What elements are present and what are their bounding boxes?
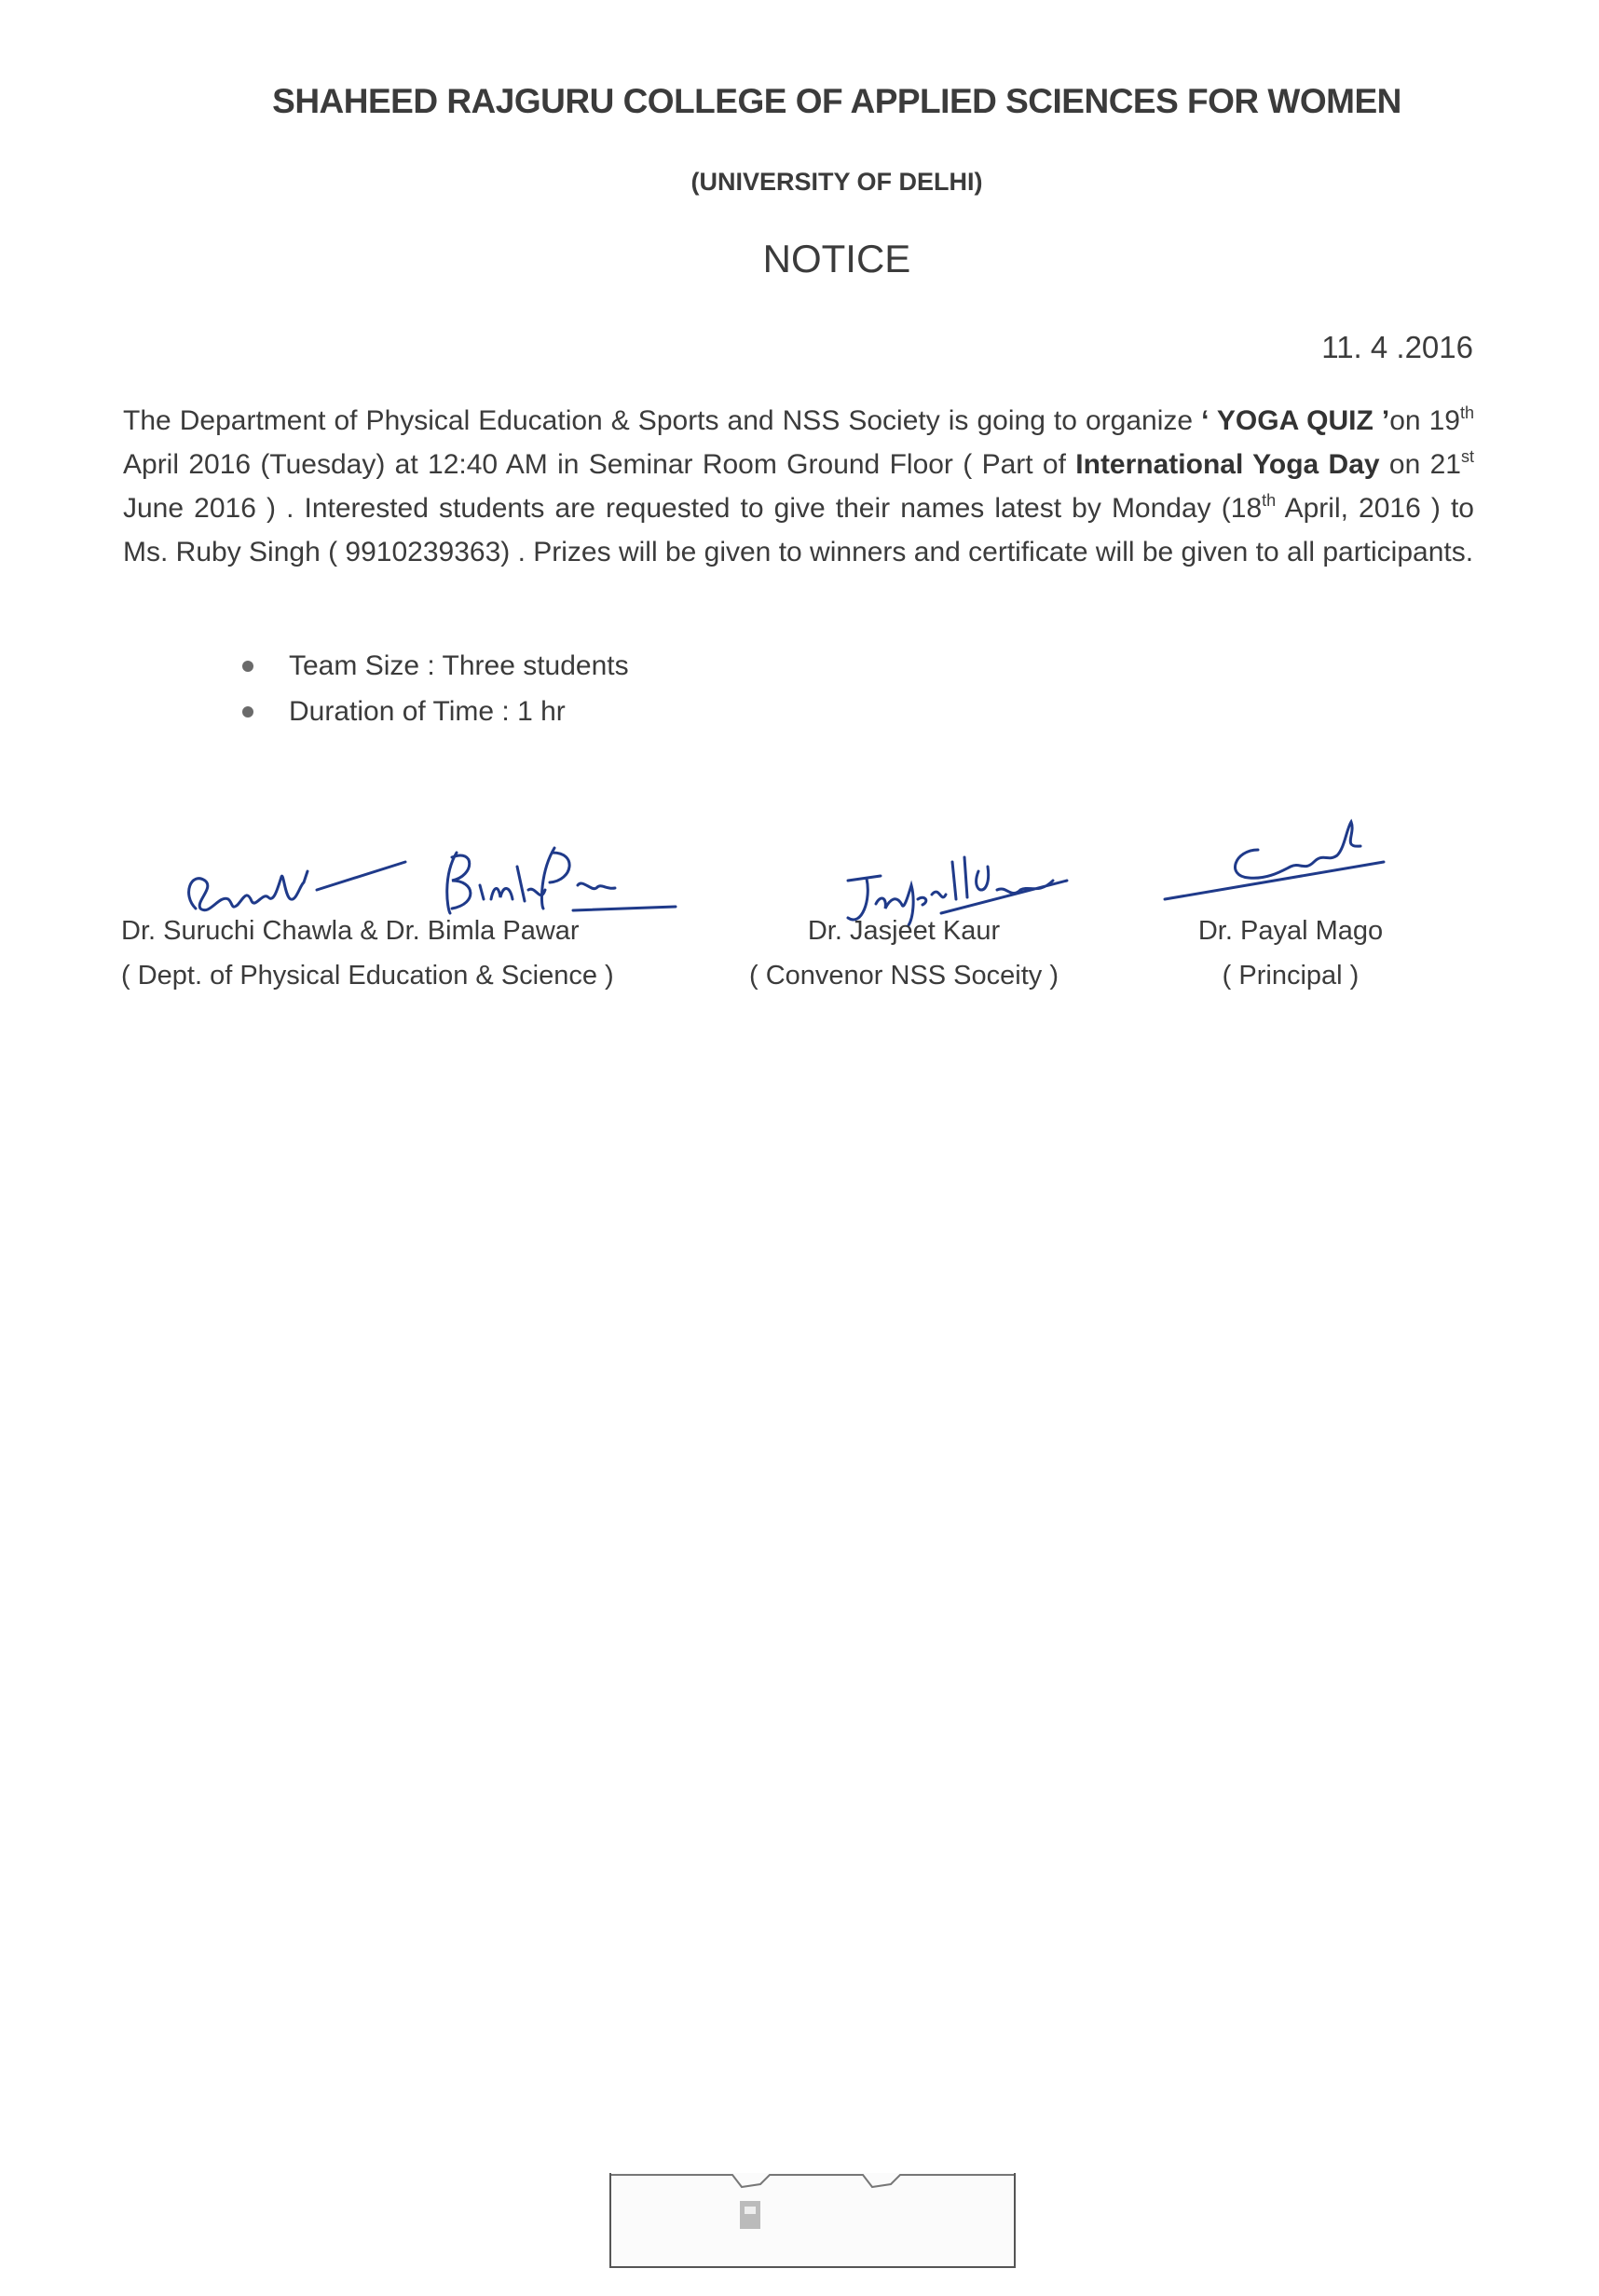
body-segment: on 19	[1389, 405, 1460, 436]
bullet-icon	[242, 706, 253, 718]
scanner-footer-slot	[609, 2173, 1016, 2268]
signatory-principal	[1165, 909, 1416, 998]
scanner-artifact-icon	[611, 2173, 1014, 2266]
university-name: (UNIVERSITY OF DELHI)	[690, 168, 983, 196]
body-segment: April 2016 (Tuesday) at 12:40 AM in Seminar Room Ground Floor ( Part of	[123, 449, 1076, 480]
details-list	[242, 643, 629, 734]
signatory-role: ( Convenor NSS Soceity )	[748, 961, 1059, 991]
quiz-name: ‘ YOGA QUIZ ’	[1201, 405, 1390, 436]
body-segment: April, 2016 ) to Ms. Ruby Singh ( 9910239363) . Prizes will be given to winners and certificate will be given to all participants.	[123, 493, 1474, 567]
notice-body	[123, 399, 1474, 574]
list-item-text: Team Size : Three students	[289, 650, 629, 681]
signature-payal-mago	[1160, 811, 1393, 909]
signatory-nss	[736, 909, 1072, 998]
ordinal-suffix: th	[1459, 403, 1474, 422]
list-item	[242, 643, 629, 689]
list-item-text: Duration of Time : 1 hr	[289, 696, 566, 727]
college-name: SHAHEED RAJGURU COLLEGE OF APPLIED SCIENCES FOR WOMEN	[272, 82, 1401, 120]
body-segment: on 21	[1379, 449, 1461, 480]
signatory-physical-education	[121, 909, 652, 998]
notice-title: NOTICE	[762, 237, 911, 280]
event-name: International Yoga Day	[1075, 449, 1380, 480]
ordinal-suffix: st	[1460, 447, 1474, 466]
signatory-name: Dr. Jasjeet Kaur	[807, 916, 1001, 946]
bullet-icon	[242, 661, 253, 672]
signatory-role: ( Principal )	[1222, 961, 1360, 991]
body-segment: June 2016 ) . Interested students are requested to give their names latest by Monday (18	[123, 493, 1263, 524]
notice-date: 11. 4 .2016	[1321, 330, 1473, 364]
list-item	[242, 689, 629, 734]
signatory-role: ( Dept. of Physical Education & Science )	[121, 961, 614, 991]
signatory-name: Dr. Suruchi Chawla & Dr. Bimla Pawar	[121, 916, 580, 946]
ordinal-suffix: th	[1262, 491, 1277, 510]
body-segment: The Department of Physical Education & Sports and NSS Society is going to organize	[123, 405, 1202, 436]
signatory-name: Dr. Payal Mago	[1197, 916, 1384, 946]
